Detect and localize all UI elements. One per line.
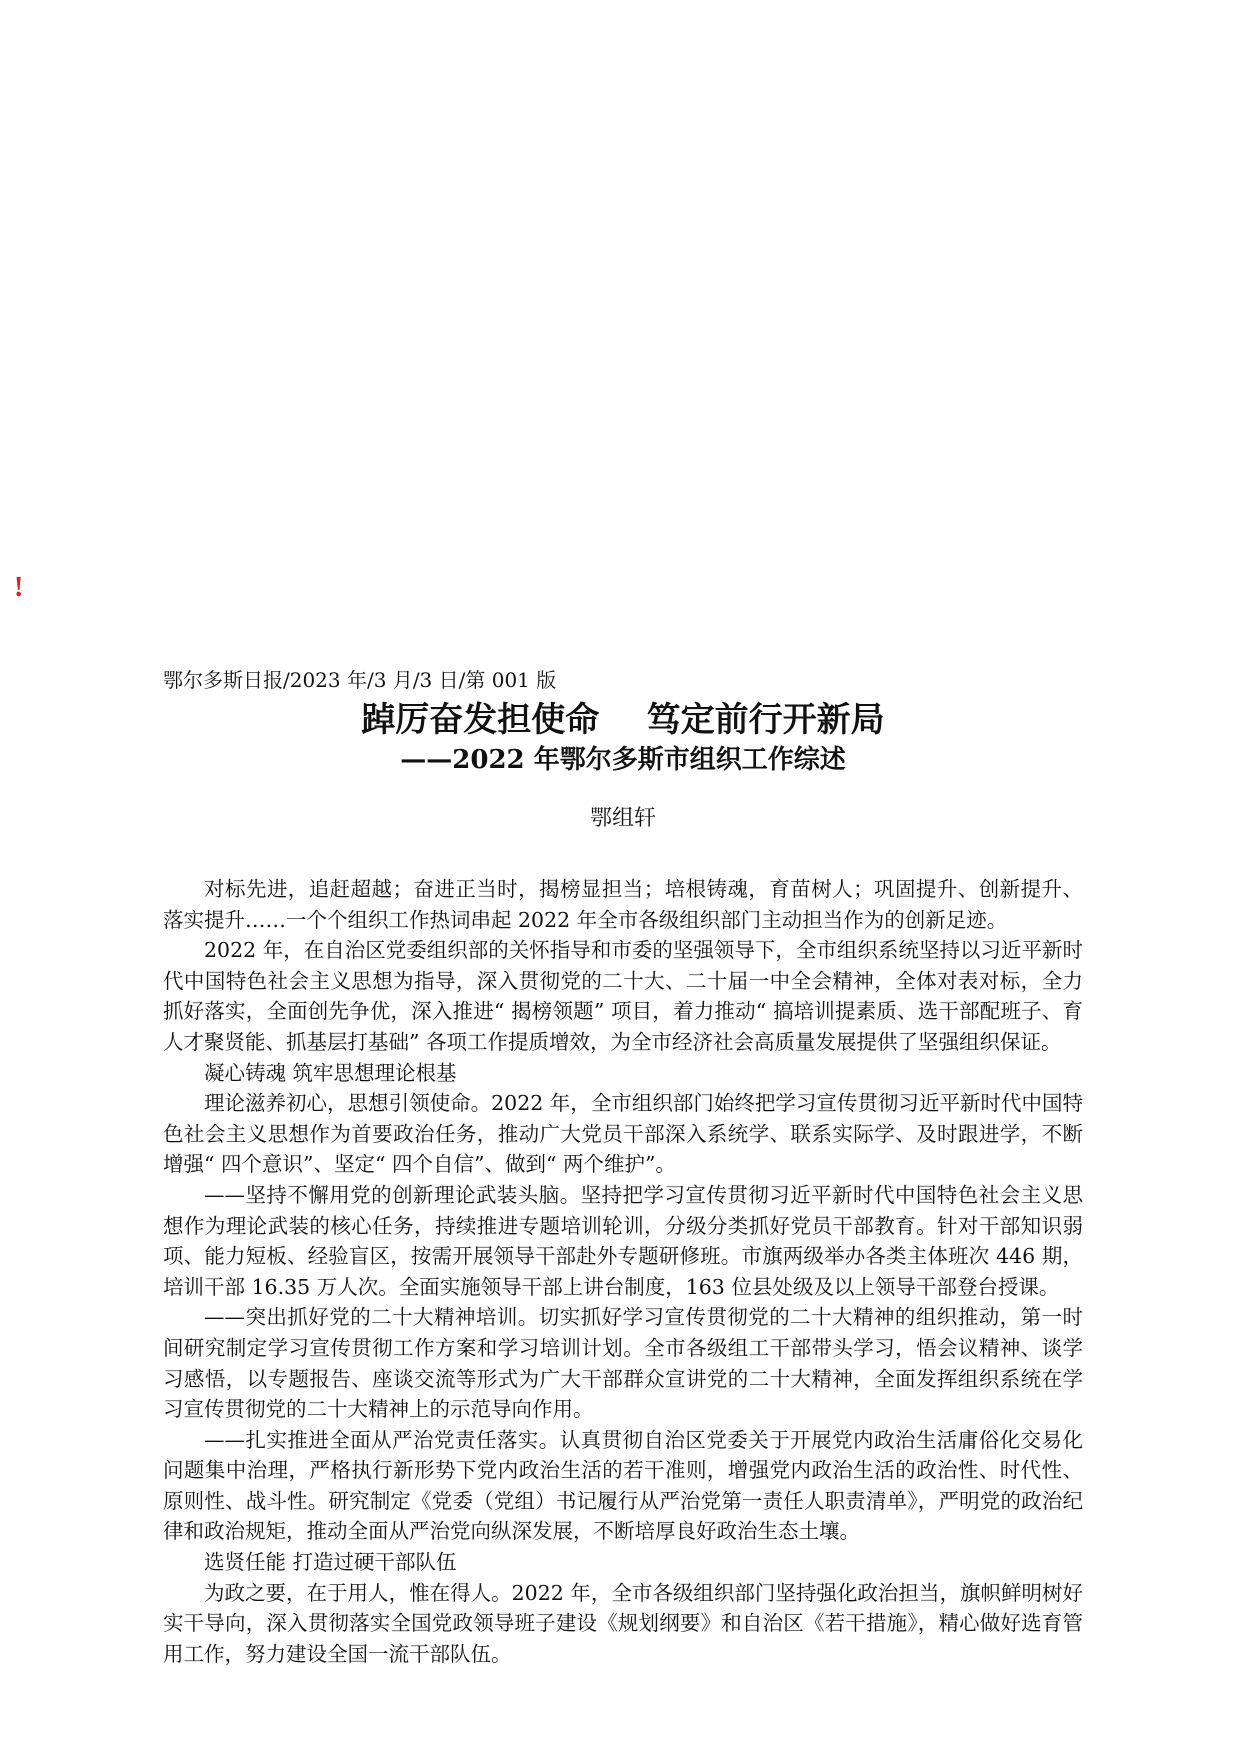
paragraph: ——坚持不懈用党的创新理论武装头脑。坚持把学习宣传贯彻习近平新时代中国特色社会主义思想作为理论武装的核心任务，持续推进专题培训轮训，分级分类抓好党员干部教育。针对干部知识弱项、能力短板、经验盲区，按需开展领导干部赴外专题研修班。市旗两级举办各类主体班次 446 期，培训干部 16.35 万人次。全面实施领导干部上讲台制度，163 位县处级及以上领导干部登台授课。 [163,1182,1083,1299]
red-exclamation-mark: ! [14,572,24,603]
article-title: 踔厉奋发担使命 笃定前行开新局 [361,700,885,740]
section-heading: 凝心铸魂 筑牢思想理论根基 [204,1060,457,1085]
paragraph: 为政之要，在于用人，惟在得人。2022 年，全市各级组织部门坚持强化政治担当，旗帜鲜明树好实干导向，深入贯彻落实全国党政领导班子建设《规划纲要》和自治区《若干措施》，精心做好选育管用工作，努力建设全国一流干部队伍。 [163,1580,1083,1666]
source-line: 鄂尔多斯日报/2023 年/3 月/3 日/第 001 版 [163,668,557,692]
paragraph: ——突出抓好党的二十大精神培训。切实抓好学习宣传贯彻党的二十大精神的组织推动，第一时间研究制定学习宣传贯彻工作方案和学习培训计划。全市各级组工干部带头学习，悟会议精神、谈学习感悟，以专题报告、座谈交流等形式为广大干部群众宣讲党的二十大精神，全面发挥组织系统在学习宣传贯彻党的二十大精神上的示范导向作用。 [163,1305,1083,1422]
paragraph: 理论滋养初心，思想引领使命。2022 年，全市组织部门始终把学习宣传贯彻习近平新时代中国特色社会主义思想作为首要政治任务，推动广大党员干部深入系统学、联系实际学、及时跟进学，不断增强“ 四个意识”、坚定“ 四个自信”、做到“ 两个维护”。 [163,1091,1083,1177]
section-heading: 选贤任能 打造过硬干部队伍 [204,1550,457,1575]
article-subtitle: ——2022 年鄂尔多斯市组织工作综述 [400,745,846,775]
author: 鄂组轩 [589,806,656,831]
article-body [163,874,1083,1669]
paragraph: ——扎实推进全面从严治党责任落实。认真贯彻自治区党委关于开展党内政治生活庸俗化交易化问题集中治理，严格执行新形势下党内政治生活的若干准则，增强党内政治生活的政治性、时代性、原则性、战斗性。研究制定《党委（党组）书记履行从严治党第一责任人职责清单》，严明党的政治纪律和政治规矩，推动全面从严治党向纵深发展，不断培厚良好政治生态土壤。 [163,1427,1083,1544]
paragraph: 对标先进，追赶超越；奋进正当时，揭榜显担当；培根铸魂，育苗树人；巩固提升、创新提升、落实提升……一个个组织工作热词串起 2022 年全市各级组织部门主动担当作为的创新足迹。 [163,877,1083,932]
article [163,666,1083,1669]
paragraph: 2022 年，在自治区党委组织部的关怀指导和市委的坚强领导下，全市组织系统坚持以习近平新时代中国特色社会主义思想为指导，深入贯彻党的二十大、二十届一中全会精神，全体对表对标，全力抓好落实，全面创先争优，深入推进“ 揭榜领题” 项目，着力推动“ 搞培训提素质、选干部配班子、育人才聚贤能、抓基层打基础” 各项工作提质增效，为全市经济社会高质量发展提供了坚强组织保证。 [163,938,1083,1054]
